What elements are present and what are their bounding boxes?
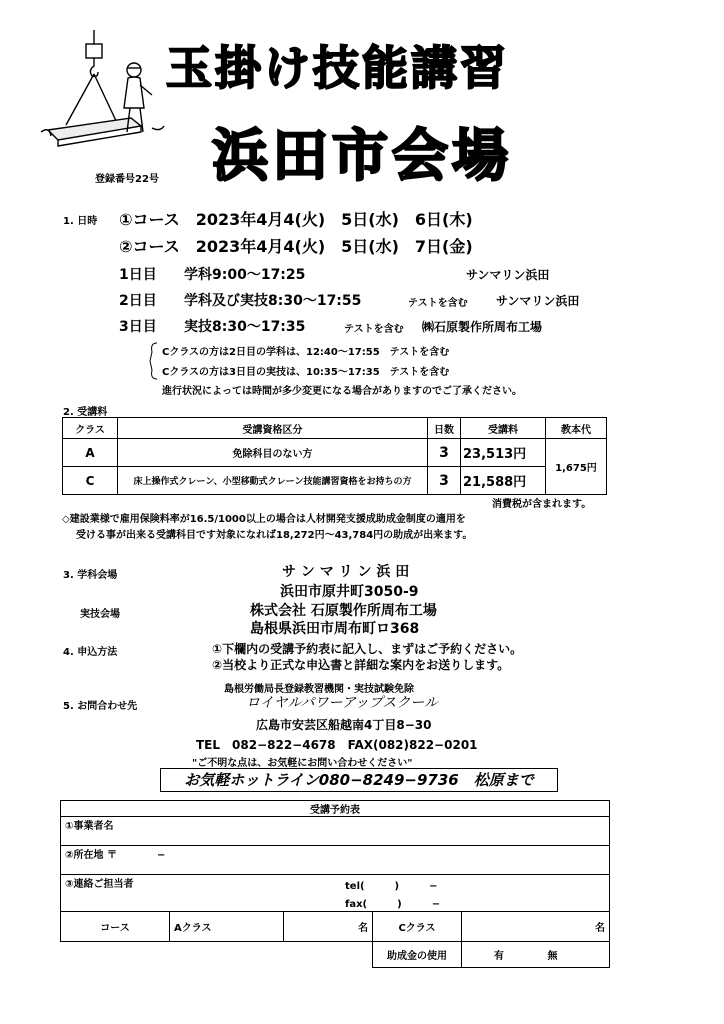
contact-label: 5. お問合わせ先 (63, 701, 138, 712)
fee-row-a-class: A (63, 439, 118, 467)
class-c-label: Cクラス (373, 912, 462, 942)
address-label: ②所在地 〒 − (65, 850, 166, 861)
person-label: ③連絡ご担当者 (65, 879, 134, 890)
fee-header-textbook: 教本代 (546, 418, 607, 439)
subsidy-yes[interactable]: 有 (494, 951, 504, 962)
title-line2: 浜田市会場 (212, 124, 512, 189)
tel-field[interactable]: tel( ) − (345, 881, 438, 892)
lecture-venue-address: 浜田市原井町3050-9 (280, 584, 419, 600)
fee-table (62, 417, 607, 495)
class-a-unit: 名 (358, 923, 368, 934)
day1-label: 1日目 (119, 267, 157, 283)
schedule-note1: Cクラスの方は2日目の学科は、12:40〜17:55 テストを含む (162, 347, 450, 358)
tel-fax: TEL 082−822−4678 FAX(082)822−0201 (196, 738, 478, 752)
fee-row-a-qualification: 免除科目のない方 (118, 439, 428, 467)
practical-venue-address: 島根県浜田市周布町ロ368 (250, 621, 420, 637)
authority-note: 島根労働局長登録教習機関・実技試験免除 (224, 684, 414, 695)
course1-line: ①コース 2023年4月4(火) 5日(水) 6日(木) (119, 210, 473, 229)
reservation-form (60, 800, 610, 968)
subsidy-no[interactable]: 無 (547, 951, 558, 962)
subsidy-line1: ◇建設業様で雇用保険料率が16.5/1000以上の場合は人材開発支援成助成金制度の適用を (62, 514, 466, 525)
day3-place: ㈱石原製作所周布工場 (422, 320, 543, 334)
subsidy-choice[interactable] (462, 942, 610, 968)
class-c-unit: 名 (595, 923, 605, 934)
schedule-label: 1. 日時 (63, 216, 98, 227)
fee-row-c-qualification: 床上操作式クレーン、小型移動式クレーン技能講習資格をお持ちの方 (118, 467, 428, 495)
fee-row-c-fee: 21,588円 (461, 467, 546, 495)
tax-note: 消費税が含まれます。 (492, 499, 592, 510)
fee-textbook: 1,675円 (546, 439, 607, 495)
registration-number: 登録番号22号 (95, 174, 159, 185)
fee-header-fee: 受講料 (461, 418, 546, 439)
practical-venue-label: 実技会場 (80, 609, 120, 620)
day2-content: 学科及び実技8:30〜17:55 (184, 293, 362, 309)
apply-label: 4. 申込方法 (63, 647, 118, 658)
day2-note: テストを含む (408, 298, 468, 309)
apply-step1: ①下欄内の受講予約表に記入し、まずはご予約ください。 (212, 642, 523, 656)
fee-header-class: クラス (63, 418, 118, 439)
class-c-count[interactable] (462, 912, 610, 942)
day1-place: サンマリン浜田 (466, 268, 550, 282)
practical-venue-name: 株式会社 石原製作所周布工場 (250, 603, 437, 619)
company-label: ①事業者名 (65, 821, 114, 832)
class-a-count[interactable] (284, 912, 373, 942)
day2-label: 2日目 (119, 293, 157, 309)
fee-header-days: 日数 (428, 418, 461, 439)
day3-content: 実技8:30〜17:35 (184, 319, 306, 335)
course2-line: ②コース 2023年4月4(火) 5日(水) 7日(金) (119, 237, 473, 256)
fee-label: 2. 受講料 (63, 407, 108, 418)
address-field[interactable] (61, 846, 610, 875)
schedule-note3: 進行状況によっては時間が多少変更になる場合がありますのでご了承ください。 (162, 386, 522, 397)
lecture-venue-label: 3. 学科会場 (63, 570, 118, 581)
day3-note: テストを含む (344, 324, 404, 335)
fee-row-a-days: 3 (428, 439, 461, 467)
fax-field[interactable]: fax( ) − (345, 899, 441, 910)
subsidy-line2: 受ける事が出来る受講科目です対象になれば18,272円〜43,784円の助成が出来ます。 (76, 530, 473, 541)
note-bracket (148, 342, 158, 380)
apply-step2: ②当校より正式な申込書と詳細な案内をお送りします。 (212, 658, 510, 672)
fee-row-a-fee: 23,513円 (461, 439, 546, 467)
class-a-label: Aクラス (170, 912, 284, 942)
inquiry-note: "ご不明な点は、お気軽にお問い合わせください" (192, 758, 413, 769)
subsidy-use-label: 助成金の使用 (373, 942, 462, 968)
title-line1: 玉掛け技能講習 (166, 41, 509, 95)
fee-row-c-days: 3 (428, 467, 461, 495)
school-name: ロイヤルパワーアップスクール (246, 695, 438, 711)
person-field[interactable] (61, 875, 610, 912)
company-field[interactable] (61, 817, 610, 846)
schedule-note2: Cクラスの方は3日目の実技は、10:35〜17:35 テストを含む (162, 367, 450, 378)
course-label: コース (61, 912, 170, 942)
hotline-box: お気軽ホットライン080−8249−9736 松原まで (160, 768, 558, 792)
fee-row-c-class: C (63, 467, 118, 495)
lecture-venue-name: サ ン マ リ ン 浜 田 (282, 564, 410, 580)
fee-header-qualification: 受講資格区分 (118, 418, 428, 439)
school-address: 広島市安芸区船越南4丁目8−30 (256, 718, 432, 732)
reservation-title: 受講予約表 (61, 801, 610, 817)
day3-label: 3日目 (119, 319, 157, 335)
crane-worker-illustration (36, 30, 166, 150)
day1-content: 学科9:00〜17:25 (184, 267, 306, 283)
day2-place: サンマリン浜田 (496, 294, 580, 308)
